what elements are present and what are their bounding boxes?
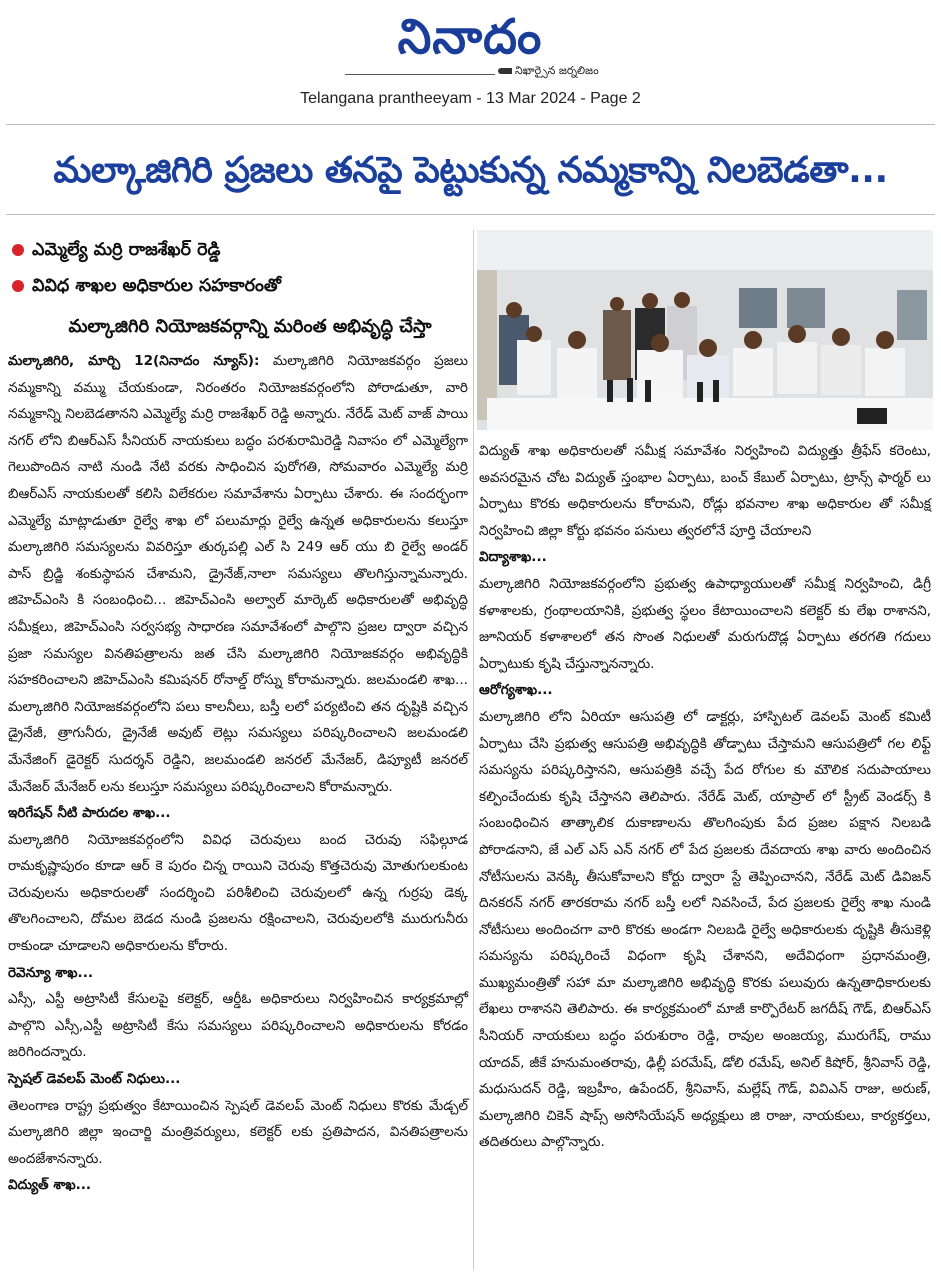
photo-pillar	[477, 270, 497, 420]
section-heading: విద్యుత్ శాఖ...	[8, 1177, 92, 1194]
photo-ceiling	[477, 230, 933, 270]
bullet-text: ఎమ్మెల్యే మర్రి రాజశేఖర్ రెడ్డి	[32, 240, 221, 260]
article-left-column	[8, 348, 468, 1199]
section-heading: స్పెషల్ డెవలప్ మెంట్ నిధులు...	[8, 1071, 181, 1088]
photo-window	[897, 290, 927, 340]
newspaper-logo: నినాదం	[397, 9, 543, 65]
news-photo	[477, 230, 933, 430]
subheadline: మల్కాజిగిరి నియోజకవర్గాన్ని మరింత అభివృద్ధి చేస్తా	[68, 316, 432, 337]
section-heading: రెవెన్యూ శాఖ...	[8, 964, 94, 981]
pen-icon	[498, 68, 512, 74]
paragraph-text: మల్కాజిగిరి నియోజకవర్గం ప్రజలు నమ్మకాన్ని వమ్ము చేయకుండా, నిరంతరం నియోజకవర్గంలోని పోరాడుతూ, వారి నమ్మకాన్ని నిలబెడతానని ఎమ్మెల్యే మర్రి రాజశేఖర్ రెడ్డి అన్నారు. నేరేడ్ మెట్ వాజ్ పాయి నగర్ లోని బిఆర్ఎస్ సీనియర్ నాయకులు బద్ధం పరశురామిరెడ్డి నివాసం లో ఎమ్మెల్యేగా గెలుపొందిన నాటి నుండి నేటి వరకు సాధించిన పురోగతి, సోమవారం ఎమ్మెల్యే మర్రి బిఆర్ఎస్ నాయకులతో కలిసి విలేకరుల సమావేశాను ఏర్పాటు చేశారు. ఈ సందర్భంగా ఎమ్మెల్యే మాట్లాడుతూ రైల్వే శాఖ లో పలుమార్లు రైల్వే ఉన్నత అధికారులను కలుస్తూ మల్కాజిగిరి సమస్యలను వివరిస్తూ తుర్కపల్లి ఎల్ సి 249 ఆర్ యు బి రైల్వే అండర్ పాస్ బ్రిడ్జి శంకుస్థాపన చేశామని, డ్రైనేజ్,నాలా సమస్యలు తొలగిస్తున్నామన్నారు. జిహెచ్ఎంసి కి సంబంధించి... జిహెచ్ఎంసి అల్వాల్ మార్కెట్ అధికారులతో అభివృద్ధి సమీక్షలు, జిహెచ్ఎంసి సర్వసభ్య సాధారణ సమావేశంలో పాల్గొని ప్రజల ద్వారా వచ్చిన ప్రజా సమస్యల వినతిపత్రాలను జత చేసి మల్కాజిగిరి నియోజకవర్గం అభివృద్ధికి సహకరించాలని జిహెచ్ఎంసి కమిషనర్ రోనాల్డ్ రోస్ను కోరామన్నారు. జలమండలి శాఖ... మల్కాజిగిరి నియోజకవర్గంలోని పలు కాలనీలు, బస్తీ లలో పర్యటించి తన దృష్టికి వచ్చిన డ్రైనేజీ, త్రాగునీరు, డ్రైనేజీ అవుట్ లెట్లు సమస్యలు పరిష్కరించాలని జలమండలి మేనేజింగ్ డైరెక్టర్ సుదర్శన్ రెడ్డిని, జలమండలి జనరల్ మేనేజర్, డిప్యూటీ జనరల్ మేనేజర్ మేనేజర్ లను కలుస్తూ సమస్యలు పరిష్కరించాలని కోరామన్నారు.	[8, 353, 468, 795]
logo-rule	[345, 74, 495, 75]
bullet-list	[12, 232, 467, 304]
tagline-text: నిఖార్సైన జర్నలిజం	[515, 64, 599, 77]
article-paragraph: విద్యుత్ శాఖ అధికారులతో సమీక్ష సమావేశం నిర్వహించి విద్యుత్తు త్రీఫేస్ కరెంటు, అవసరమైన చోట విద్యుత్ స్తంభాల ఏర్పాటు, బంచ్ కేబుల్ ఏర్పాటు, ట్రాన్స్ ఫార్మర్ లు ఏర్పాటు కొరకు అధికారులను కోరామని, రోడ్లు భవనాల శాఖ అధికారుల తో సమీక్ష నిర్వహించి జిల్లా కోర్టు భవనం పనులు త్వరలోనే పూర్తి చేయాలని	[479, 443, 931, 539]
divider	[6, 214, 935, 215]
article-right-column	[479, 438, 931, 1156]
bullet-item	[12, 268, 467, 304]
dateline: మల్కాజిగిరి, మార్చి 12(నినాదం న్యూస్):	[8, 353, 260, 369]
bullet-dot-icon	[12, 280, 24, 292]
article-paragraph: మల్కాజిగిరి నియోజకవర్గంలోని ప్రభుత్వ ఉపాధ్యాయులతో సమీక్ష నిర్వహించి, డిగ్రీ కళాశాలకు, గ్రంథాలయానికి, ప్రభుత్వ స్థలం కేటాయించాలని కలెక్టర్ కు లేఖ రాశానని, జూనియర్ కళాశాలలో తన సొంత నిధులతో మరుగుదొడ్ల ఏర్పాటు తరగతి గదులు ఏర్పాటుకు కృషి చేస్తున్నానన్నారు.	[479, 575, 931, 672]
masthead	[0, 0, 941, 82]
bullet-dot-icon	[12, 244, 24, 256]
bullet-item	[12, 232, 467, 268]
article-paragraph	[8, 348, 468, 800]
photo-window	[787, 288, 825, 328]
bullet-text: వివిధ శాఖల అధికారుల సహకారంతో	[32, 276, 281, 296]
article-paragraph: ఎస్సీ, ఎస్టీ అట్రాసిటీ కేసులపై కలెక్టర్, ఆర్డీఓ అధికారులు నిర్వహించిన కార్యక్రమాల్లో పాల్గొని ఎస్సీ,ఎస్టీ అట్రాసిటీ కేసు సమస్యలు పరిష్కరించాలని అధికారులను కోరడం జరిగిందన్నారు.	[8, 991, 468, 1061]
section-heading: ఆరోగ్యశాఖ...	[479, 682, 553, 699]
page-info: Telangana prantheeyam - 13 Mar 2024 - Page 2	[300, 90, 641, 107]
section-heading: విద్యాశాఖ...	[479, 549, 547, 566]
photo-window	[739, 288, 777, 328]
article-paragraph: మల్కాజిగిరి నియోజకవర్గంలోని వివిధ చెరువులు బంద చెరువు సఫిల్గూడ రామకృష్ణాపురం కూడా ఆర్ కె పురం చిన్న రాయిని చెరువు కొత్తచెరువు మోతుగులకుంట చెరువులను అధికారులతో సందర్శించి పరిశీలించి చెరువులలో ఉన్న గుర్రపు డెక్క తొలగించాలని, దోమల బెడద నుండి ప్రజలను రక్షించాలని, చెరువులలోకి మురుగునీరు రాకుండా చూడాలని అధికారులను కోరారు.	[8, 831, 468, 955]
column-divider	[473, 230, 474, 1270]
article-paragraph: మల్కాజిగిరి లోని ఏరియా ఆసుపత్రి లో డాక్టర్లు, హాస్పిటల్ డెవలప్ మెంట్ కమిటీ ఏర్పాటు చేసి ప్రభుత్వ ఆసుపత్రి అభివృద్ధికి తోడ్పాటు చేస్తామని ఆసుపత్రిలో గల లిఫ్ట్ సమస్యను పరిష్కరిస్తానని, ఆసుపత్రికి వచ్చే పేద రోగుల కు మౌలిక సదుపాయాలు కల్పించేందుకు కృషి చేస్తానని తెలిపారు. నేరేడ్ మెట్, యాప్రాల్ లో స్ట్రీట్ వెండర్స్ కి సంబంధించిన తాత్కాలిక దుకాణాలను తొలగింపుకు పేద ప్రజల పక్షాన నిలబడి పోరాడనాని, జే ఎల్ ఎస్ ఎన్ నగర్ లో పేద ప్రజలకు దేవదాయ శాఖ వారు అందించిన నోటీసులను వెనక్కి తీసుకోవాలని కోర్టు ద్వారా స్టే తెప్పించానని, నేరేడ్ మెట్ డివిజన్ దినకరన్ నగర్ తారకరామ నగర్ బస్తీ లలో నివసించే, పేద ప్రజలకు రైల్వే శాఖ నుండి నోటీసులు అందించగా వారి కొరకు అండగా నిలబడి రైల్వే అధికారులకు దృష్టికి తీసుకెళ్లి సమస్యను పరిష్కరించే విధంగా కృషి చేశానని, అదేవిధంగా ప్రధానమంత్రి, ముఖ్యమంత్రితో సహా మా మల్కాజిగిరి అభివృద్ధి కొరకు పలువురు ఉన్నతాధికారులకు లేఖలు రాశానని తెలిపారు. ఈ కార్యక్రమంలో మాజీ కార్పొరేటర్ జగదీష్ గౌడ్, బిఆర్ఎస్ సీనియర్ నాయకులు బద్ధం పరుశురాం రెడ్డి, రావుల అంజయ్య, మురుగేష్, రాము యాదవ్, జీకే హనుమంతరావు, ఢిల్లీ పరమేష్, డోలి రమేష్, అనిల్ కిషోర్, శ్రీనివాస్ రెడ్డి, మధుసుదన్ రెడ్డి, ఇబ్రహీం, ఉపేందర్, శ్రీనివాస్, మల్లేష్ గౌడ్, వివిఎన్ రాజు, అరుణ్, మల్కాజిగిరి చికెన్ షాప్స్ అసోసియేషన్ అధ్యక్షులు జి రాజు, నాయకులు, కార్యకర్తలు, తదితరులు పాల్గొన్నారు.	[479, 708, 931, 1151]
divider	[6, 124, 935, 125]
article-paragraph: తెలంగాణ రాష్ట్ర ప్రభుత్వం కేటాయించిన స్పెషల్ డెవలప్ మెంట్ నిధులు కొరకు మేడ్చల్ మల్కాజిగిరి జిల్లా ఇంచార్జి మంత్రివర్యులు, కలెక్టర్ లకు ప్రతిపాదన, వినతిపత్రాలను అందజేశానన్నారు.	[8, 1097, 468, 1167]
headline: మల్కాజిగిరి ప్రజలు తనపై పెట్టుకున్న నమ్మకాన్ని నిలబెడతా...	[53, 150, 888, 191]
tagline	[498, 64, 599, 80]
section-heading: ఇరిగేషన్ నీటి పారుదల శాఖ...	[8, 805, 171, 822]
